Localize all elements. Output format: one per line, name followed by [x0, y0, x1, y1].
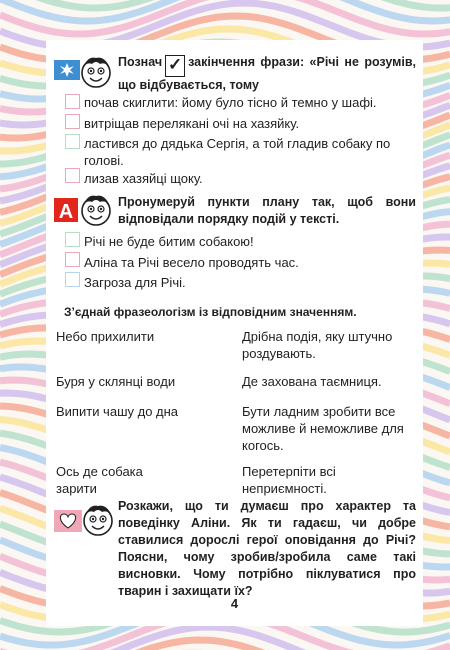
meaning-1: Дрібна подія, яку штучно роздувають.	[242, 329, 393, 361]
svg-text:A: A	[58, 201, 74, 223]
idiom-1: Небо прихилити	[56, 329, 155, 344]
task2-item-1: Річі не буде битим собакою!	[84, 234, 254, 249]
task2-number-box-3[interactable]	[65, 272, 80, 287]
task1-checkbox-2[interactable]	[65, 114, 80, 129]
task1-option-1: почав скиглити: йому було тісно й темно у шафі.	[84, 95, 377, 110]
heart-kid-icon	[52, 502, 114, 538]
task1-option-4: лизав хазяйці щоку.	[84, 171, 203, 186]
task1-checkbox-3[interactable]	[65, 134, 80, 149]
task4-instruction: Розкажи, що ти думаєш про характер та поведінку Аліни. Як ти гадаєш, чи добре ставилися дорослі герої оповідання до Річі? Поясни, чому зробив/зробила саме такі висновки. Чому потрібно піклуватися про тварин і захищати їх?	[118, 499, 416, 598]
task1-option-2: витріщав перелякані очі на хазяйку.	[84, 116, 300, 131]
task2-instruction: Пронумеруй пункти плану так, щоб вони відповідали порядку подій у тексті.	[118, 195, 416, 226]
idiom-2: Буря у склянці води	[56, 374, 176, 389]
task1-checkbox-1[interactable]	[65, 94, 80, 109]
task1-option-3: ластився до дядька Сергія, а той гладив собаку по голові.	[84, 136, 391, 168]
task2-number-box-2[interactable]	[65, 252, 80, 267]
meaning-2: Де захована таємниця.	[242, 374, 382, 389]
meaning-4: Перетерпіти всі неприємності.	[242, 464, 336, 496]
task2-item-3: Загроза для Річі.	[84, 275, 186, 290]
page-number: 4	[230, 596, 239, 611]
meaning-3: Бути ладним зробити все можливе й неможливе для когось.	[242, 404, 404, 453]
task2-number-box-1[interactable]	[65, 232, 80, 247]
idiom-4: Ось де собака зарити	[56, 464, 143, 496]
star-kid-icon	[52, 54, 112, 90]
worksheet-page	[46, 40, 423, 626]
task3-instruction: З’єднай фразеологізм із відповідним значенням.	[64, 305, 357, 319]
letter-a-kid-icon	[52, 192, 112, 228]
task1-checkbox-4[interactable]	[65, 168, 80, 183]
task2-item-2: Аліна та Річі весело проводять час.	[84, 255, 299, 270]
idiom-3: Випити чашу до дна	[56, 404, 179, 419]
checkmark-box-icon: ✓	[165, 55, 185, 77]
task1-instruction: Познач ✓ закінчення фрази: «Річі не розумів, що відбувається, тому	[118, 55, 416, 92]
